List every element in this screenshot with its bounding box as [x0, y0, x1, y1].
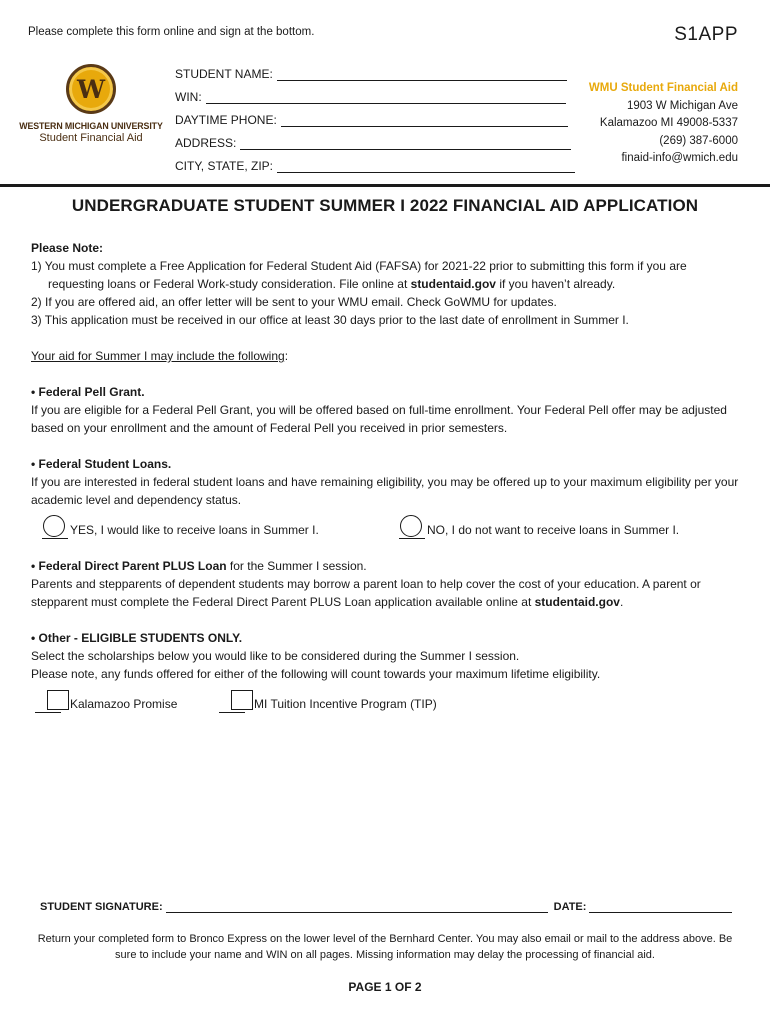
other-heading: • Other - ELIGIBLE STUDENTS ONLY. [31, 631, 243, 645]
loan-yes-radio[interactable] [43, 515, 65, 537]
form-body [31, 239, 746, 713]
tip-checkbox[interactable] [231, 690, 253, 710]
daytime-phone-field[interactable]: DAYTIME PHONE: [175, 104, 575, 127]
loan-choice-group [31, 517, 746, 539]
student-info-fields [175, 58, 575, 173]
form-instruction: Please complete this form online and sign at the bottom. [28, 26, 315, 38]
loan-yes-option[interactable] [31, 517, 388, 539]
note-item-2: 2) If you are offered aid, an offer letter will be sent to your WMU email. Check GoWMU for updates. [31, 295, 557, 309]
office-contact [589, 80, 738, 168]
office-phone: (269) 387-6000 [659, 134, 738, 147]
pell-text: If you are eligible for a Federal Pell Grant, you will be offered based on full-time enrollment. Your Federal Pell offer may be adjusted based on your enrollment and the amount of Federal Pell you received in prior semesters. [31, 403, 727, 435]
loans-heading: • Federal Student Loans. [31, 457, 172, 471]
tip-label: MI Tuition Incentive Program (TIP) [254, 697, 437, 711]
loan-yes-label: YES, I would like to receive loans in Summer I. [70, 523, 319, 537]
loan-no-label: NO, I do not want to receive loans in Summer I. [427, 523, 680, 537]
city-state-zip-field[interactable]: CITY, STATE, ZIP: [175, 150, 575, 173]
office-city: Kalamazoo MI 49008-5337 [599, 117, 738, 129]
logo-university-name: WESTERN MICHIGAN UNIVERSITY [19, 121, 163, 131]
studentaid-link[interactable]: studentaid.gov [410, 277, 496, 291]
kalamazoo-promise-label: Kalamazoo Promise [70, 697, 178, 711]
note-item-1: 1) You must complete a Free Application for Federal Student Aid (FAFSA) for 2021-22 prior to submitting this form if you are requesting loans or Federal Work-study consideration. File online at studentaid.gov if you haven’t already. [31, 259, 687, 291]
loans-text: If you are interested in federal student loans and have remaining eligibility, you may be offered up to your maximum eligibility per your academic level and dependency status. [31, 475, 739, 507]
loan-no-radio[interactable] [400, 515, 422, 537]
office-street: 1903 W Michigan Ave [626, 99, 738, 112]
page-number: PAGE 1 OF 2 [348, 980, 422, 994]
student-name-field[interactable]: STUDENT NAME: [175, 58, 575, 81]
signature-label: STUDENT SIGNATURE: [40, 901, 163, 913]
other-line-1: Select the scholarships below you would like to be considered during the Summer I session. [31, 649, 520, 663]
loan-no-option[interactable] [388, 517, 679, 539]
header-divider [0, 184, 770, 187]
form-title: UNDERGRADUATE STUDENT SUMMER I 2022 FINANCIAL AID APPLICATION [71, 196, 699, 215]
date-label: DATE: [553, 901, 587, 913]
tip-option[interactable] [215, 693, 437, 713]
wmu-logo [18, 64, 164, 144]
note-item-3: 3) This application must be received in our office at least 30 days prior to the last date of enrollment in Summer I. [31, 313, 629, 327]
return-instructions: Return your completed form to Bronco Express on the lower level of the Bernhard Center. You may also email or mail to the address above. Be sure to include your name and WIN on all pages. Missing information may delay the processing of financial aid. [37, 933, 733, 961]
plus-heading: • Federal Direct Parent PLUS Loan for the Summer I session. [31, 559, 367, 573]
signature-field[interactable] [166, 904, 548, 913]
win-field[interactable]: WIN: [175, 81, 575, 104]
note-heading: Please Note: [31, 241, 104, 255]
logo-department-name: Student Financial Aid [39, 132, 143, 144]
pell-heading: • Federal Pell Grant. [31, 385, 145, 399]
kalamazoo-promise-checkbox[interactable] [47, 690, 69, 710]
aid-intro: Your aid for Summer I may include the following: [31, 349, 289, 363]
kalamazoo-promise-option[interactable] [31, 693, 215, 713]
office-name: WMU Student Financial Aid [588, 82, 738, 94]
form-code: S1APP [674, 24, 738, 45]
wmu-seal-icon: W [66, 64, 116, 114]
studentaid-plus-link[interactable]: studentaid.gov [534, 595, 620, 609]
other-line-2: Please note, any funds offered for either of the following will count towards your maximum lifetime eligibility. [31, 667, 601, 681]
plus-text: Parents and stepparents of dependent students may borrow a parent loan to help cover the cost of your education. A parent or stepparent must complete the Federal Direct Parent PLUS Loan application available online at studentaid.gov. [31, 577, 701, 609]
scholarship-options [31, 687, 746, 713]
date-field[interactable] [589, 904, 732, 913]
office-email: finaid-info@wmich.edu [621, 152, 738, 164]
address-field[interactable]: ADDRESS: [175, 127, 575, 150]
signature-row [40, 901, 732, 913]
